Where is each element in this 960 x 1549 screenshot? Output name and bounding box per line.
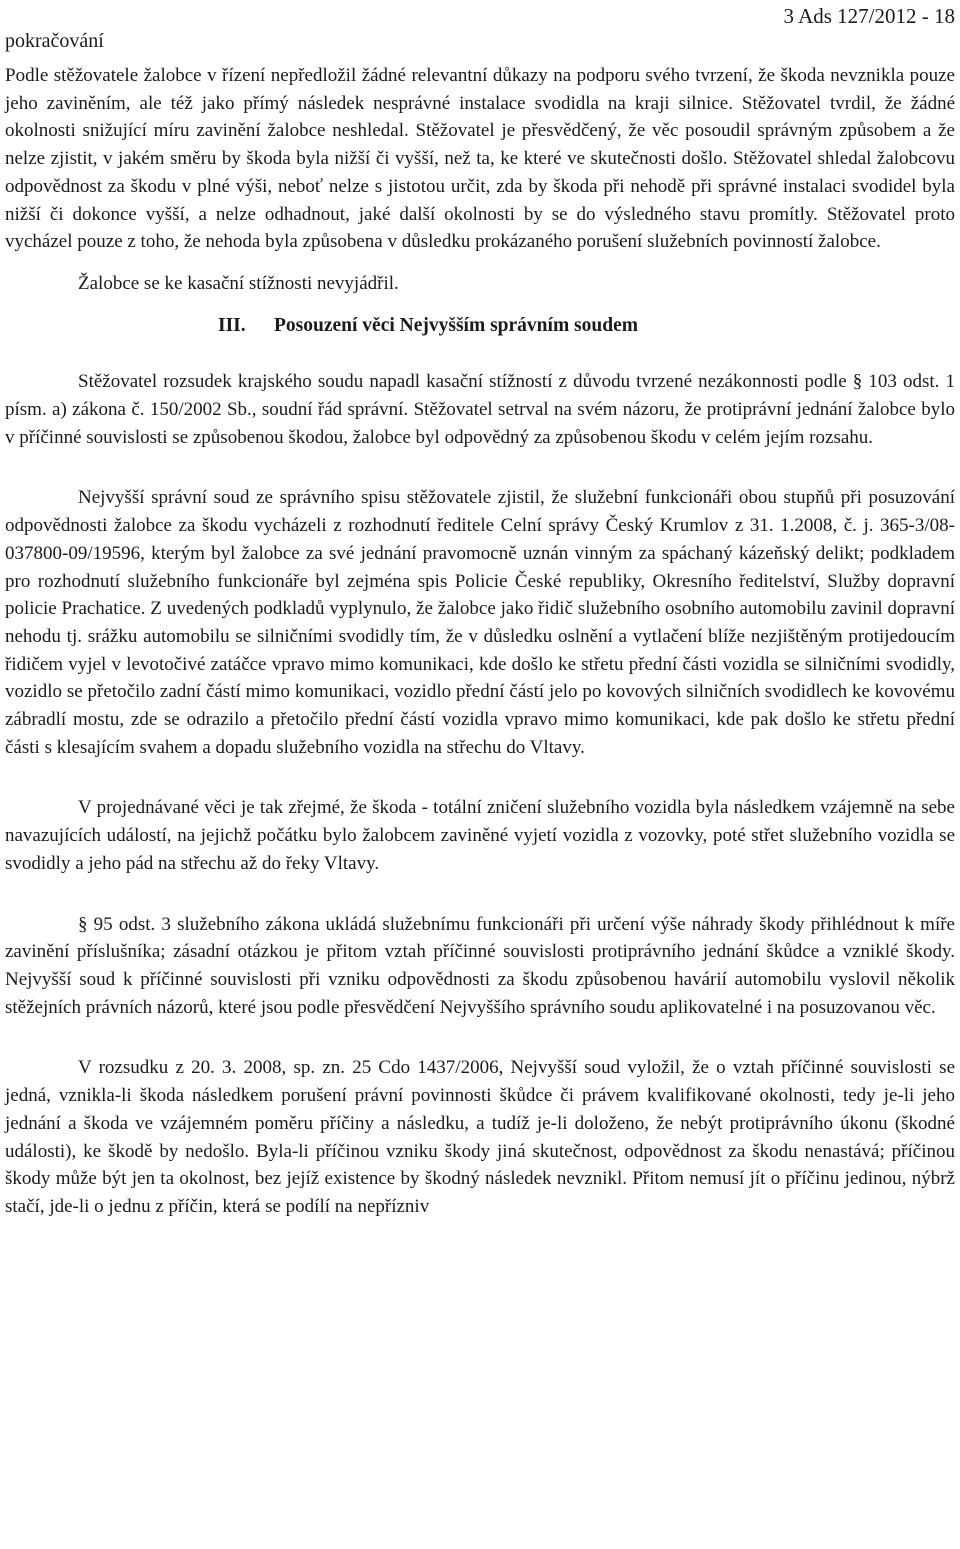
paragraph-damage-chain: V projednávané věci je tak zřejmé, že škoda - totální zničení služebního vozidla byla následkem vzájemně na sebe navazujících událostí, na jejichž počátku bylo žalobcem zaviněné vyjetí vozidla z vozovky, poté střet služebního vozidla se svodidly a jeho pád na střechu až do řeky Vltavy. — [5, 797, 955, 874]
paragraph-plaintiff-no-response: Žalobce se ke kasační stížnosti nevyjádřil. — [78, 272, 399, 294]
case-reference: 3 Ads 127/2012 - 18 — [783, 4, 955, 28]
section-number: III. — [218, 314, 246, 336]
paragraph-supreme-court-ruling: V rozsudku z 20. 3. 2008, sp. zn. 25 Cdo 1437/2006, Nejvyšší soud vyložil, že o vztah příčinné souvislosti se jedná, vznikla-li škoda následkem porušení právní povinnosti škůdce či právem kvalifikované okolnosti, tedy je-li jeho jednání a škoda ve vzájemném poměru příčiny a následku, a tudíž je-li doloženo, že nebýt protiprávního úkonu (škodné události), ke škodě by nedošlo. Byla-li příčinou vzniku škody jiná skutečnost, odpovědnost za škodu nenastává; příčinou škody může být jen ta okolnost, bez jejíž existence by škodný následek nevznikl. Přitom nemusí jít o příčinu jedinou, nýbrž stačí, jde-li o jednu z příčin, která se podílí na nepřízniv — [5, 1057, 955, 1217]
section-heading — [5, 312, 955, 340]
paragraph-cassation-grounds: Stěžovatel rozsudek krajského soudu napadl kasační stížností z důvodu tvrzené nezákonnosti podle § 103 odst. 1 písm. a) zákona č. 150/2002 Sb., soudní řád správní. Stěžovatel setrval na svém názoru, že protiprávní jednání žalobce bylo v příčinné souvislosti se způsobenou škodou, žalobce byl odpovědný za způsobenou škodu v celém jejím rozsahu. — [5, 371, 955, 448]
section-title: Posouzení věci Nejvyšším správním soudem — [274, 314, 638, 336]
document-page — [5, 0, 955, 1221]
continuation-label: pokračování — [5, 30, 104, 52]
page-header — [5, 0, 955, 62]
paragraph-court-findings: Nejvyšší správní soud ze správního spisu stěžovatele zjistil, že služební funkcionáři obou stupňů při posuzování odpovědnosti žalobce za škodu vycházeli z rozhodnutí ředitele Celní správy Český Krumlov z 31. 1.2008, č. j. 365-3/08-037800-09/19596, kterým byl žalobce za své jednání pravomocně uznán vinným za spáchaný kázeňský delikt; podkladem pro rozhodnutí služebního funkcionáře byl zejména spis Policie České republiky, Okresního ředitelství, Služby dopravní policie Prachatice. Z uvedených podkladů vyplynulo, že žalobce jako řidič služebního osobního automobilu zavinil dopravní nehodu tj. srážku automobilu se silničními svodidly tím, že v důsledku oslnění a vytlačení blíže nezjištěným protijedoucím řidičem vyjel v levotočivé zatáčce vpravo mimo komunikaci, kde došlo ke střetu přední části vozidla se silničními svodidly, vozidlo se přetočilo zadní částí mimo komunikaci, vozidlo přední částí jelo po kovových silničních svodidlech ke kovovému zábradlí mostu, zde se odrazilo a přetočilo přední částí vozidla vpravo mimo komunikaci, kde pak došlo ke střetu přední části s klesajícím svahem a dopadu služebního vozidla na střechu do Vltavy. — [5, 487, 955, 758]
paragraph-service-act: § 95 odst. 3 služebního zákona ukládá služebnímu funkcionáři při určení výše náhrady škody přihlédnout k míře zavinění příslušníka; zásadní otázkou je přitom vztah příčinné souvislosti protiprávního jednání škůdce a vzniklé škody. Nejvyšší soud k příčinné souvislosti při vzniku odpovědnosti za škodu způsobenou havárií automobilu vyslovil několik stěžejních právních názorů, které jsou podle přesvědčení Nejvyššího správního soudu aplikovatelné i na posuzovanou věc. — [5, 913, 955, 1018]
paragraph-complainant-arguments: Podle stěžovatele žalobce v řízení nepředložil žádné relevantní důkazy na podporu svého tvrzení, že škoda nevznikla pouze jeho zaviněním, ale též jako přímý následek nesprávné instalace svodidla na kraji silnice. Stěžovatel tvrdil, že žádné okolnosti snižující míru zavinění žalobce neshledal. Stěžovatel je přesvědčený, že věc posoudil správným způsobem a že nelze zjistit, v jakém směru by škoda byla nižší či vyšší, než ta, ke které ve skutečnosti došlo. Stěžovatel shledal žalobcovu odpovědnost za škodu v plné výši, neboť nelze s jistotou určit, zda by škoda při nehodě při správné instalaci svodidel byla nižší či dokonce vyšší, a nelze odhadnout, jaké další okolnosti by se do výsledného stavu promítly. Stěžovatel proto vycházel pouze z toho, že nehoda byla způsobena v důsledku prokázaného porušení služebních povinností žalobce. — [5, 65, 955, 253]
